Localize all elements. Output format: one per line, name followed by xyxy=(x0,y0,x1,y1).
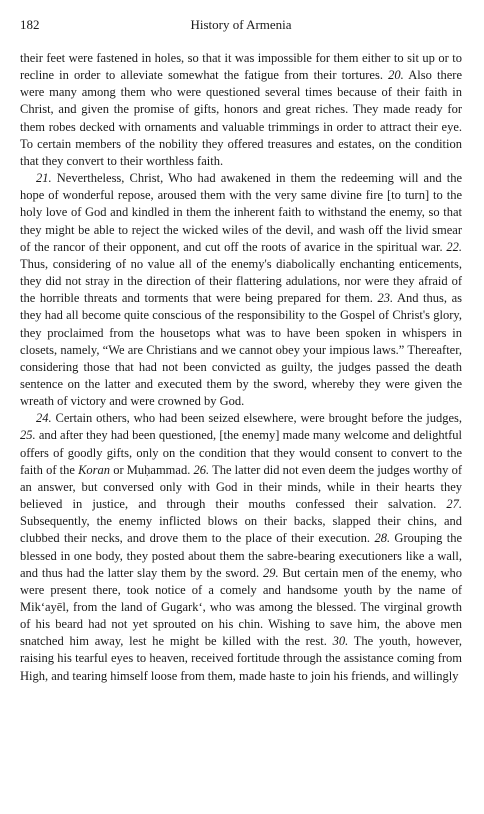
book-page xyxy=(20,16,462,685)
text-run: Nevertheless, Christ, Who had awakened in them the redeeming will and the hope of wonderful repose, aroused them with the very same divine fire [to turn] to the holy love of God and kindled in them the inherent faith to withstand the enemy, so that they might be able to reject the wicked wiles of the devil, and wash off the livid smear of the rancor of their opponent, and cut off the roots of avarice in the spiritual war. xyxy=(20,171,462,254)
text-run: Also there were many among them who were questioned several times because of their faith in Christ, and given the promise of gifts, honors and great riches. They made ready for them robes decked with ornaments and valuable trimmings in order to attract their eye. To certain members of the nobility they offered treasures and estates, on the condition that they convert to their worthless faith. xyxy=(20,68,462,168)
verse-number: 22. xyxy=(446,239,462,254)
text-run: and after they had been questioned, [the enemy] made many welcome and delightful offers of goodly gifts, only on the condition that they would consent to convert to the faith of the xyxy=(20,428,462,477)
text-run: And thus, as they had all become quite conscious of the responsibility to the Gospel of Christ's glory, they proclaimed from the housetops what was to have been spoken in whispers in closets, namely, “We are Christians and we cannot obey your impious laws.” Thereafter, considering those that had not been convicted as guilty, the judges passed the death sentence on the latter and executed them by the sword, whereby they were given the wreath of victory and were crowned by God. xyxy=(20,291,463,409)
verse-number: 24. xyxy=(36,411,52,426)
paragraph xyxy=(20,410,462,685)
paragraph xyxy=(20,50,462,170)
text-run: But certain men of the enemy, who were present there, took notice of a comely and handsome youth by the name of Mik‘ayēl, from the land of Gugark‘, who was among the blessed. The virginal growth of his beard had not yet sprouted on his chin. Wishing to save him, the above men snatched him away, lest he might be killed with the rest. xyxy=(20,565,462,649)
verse-number: 30. xyxy=(332,634,349,649)
verse-number: 27. xyxy=(446,497,462,512)
text-run: Certain others, who had been seized elsewhere, were brought before the judges, xyxy=(51,411,462,426)
italic-term: Koran xyxy=(78,462,111,477)
verse-number: 21. xyxy=(36,171,52,186)
verse-number: 28. xyxy=(374,531,391,546)
text-run: The latter did not even deem the judges worthy of an answer, but conversed only with God in their minds, while in their hearts they believed in justice, and through their mouths confessed their salvation. xyxy=(20,462,463,512)
text-run: The youth, however, raising his tearful eyes to heaven, received fortitude through the assistance coming from High, and tearing himself loose from them, made haste to join his friends, and willingly xyxy=(20,634,462,683)
text-run: Thus, considering of no value all of the enemy's diabolically enchanting enticements, they did not stray in the direction of their flattering adulations, nor were they afraid of the horrible threats and torments that were being prepared for them. xyxy=(20,256,462,306)
text-run: Subsequently, the enemy inflicted blows on their backs, slapped their chins, and clubbed their necks, and drove them to the place of their execution. xyxy=(20,514,462,546)
verse-number: 25. xyxy=(20,428,36,443)
verse-number: 29. xyxy=(262,565,279,580)
paragraph xyxy=(20,170,462,410)
text-run: their feet were fastened in holes, so that it was impossible for them either to sit up or to recline in order to alleviate somewhat the fatigue from their tortures. xyxy=(20,51,462,83)
text-run: Grouping the blessed in one body, they posted about them the sabre-bearing executioners like a wall, and thus had the latter slay them by the sword. xyxy=(20,531,462,580)
verse-number: 20. xyxy=(388,68,404,83)
page-number: 182 xyxy=(20,17,40,32)
running-head xyxy=(20,16,462,34)
text-run: or Muḥammad. xyxy=(110,462,194,477)
running-title: History of Armenia xyxy=(190,17,292,32)
verse-number: 23. xyxy=(377,291,394,306)
body-text xyxy=(20,50,462,685)
verse-number: 26. xyxy=(193,462,210,477)
